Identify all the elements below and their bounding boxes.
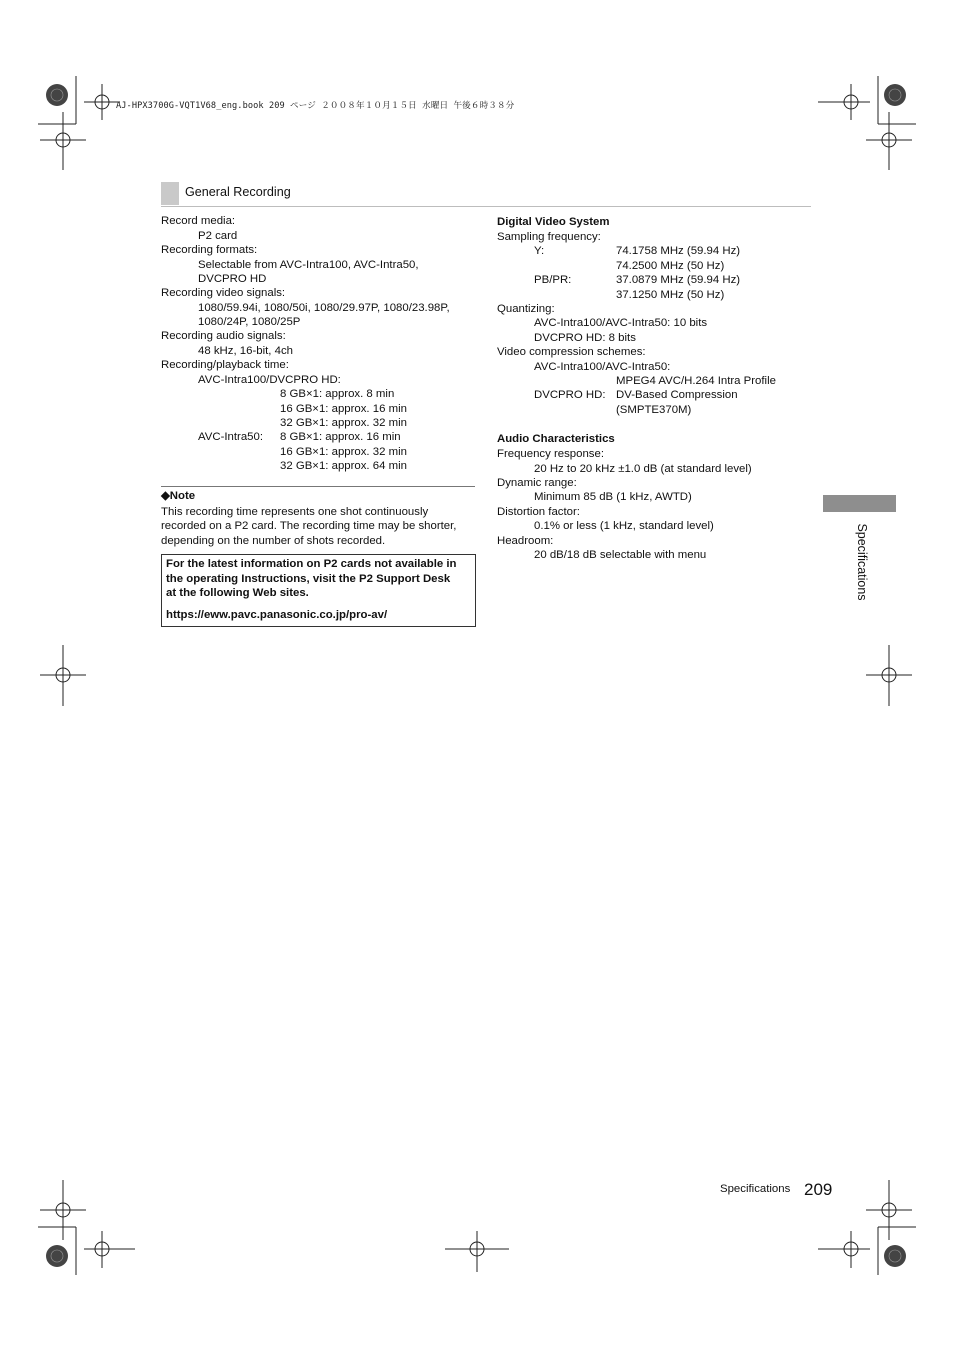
dyn-value: Minimum 85 dB (1 kHz, AWTD) bbox=[534, 491, 692, 503]
quantizing-value: DVCPRO HD: 8 bits bbox=[534, 332, 636, 344]
print-header: AJ-HPX3700G-VQT1V68_eng.book 209 ページ ２００８年１０月１５日 水曜日 午後６時３８分 bbox=[116, 101, 515, 111]
dist-label: Distortion factor: bbox=[497, 506, 580, 518]
avc100-time: 32 GB×1: approx. 32 min bbox=[280, 417, 407, 429]
y-label: Y: bbox=[534, 245, 545, 257]
comp-dvc-value: (SMPTE370M) bbox=[616, 404, 692, 416]
support-url-link[interactable]: https://eww.pavc.panasonic.co.jp/pro-av/ bbox=[166, 609, 388, 621]
pbpr-label: PB/PR: bbox=[534, 274, 572, 286]
video-signals-value: 1080/24P, 1080/25P bbox=[198, 316, 301, 328]
footer-section-label: Specifications bbox=[720, 1183, 791, 1195]
section-title: General Recording bbox=[185, 185, 291, 199]
dvs-heading: Digital Video System bbox=[497, 216, 610, 228]
avc50-time: 8 GB×1: approx. 16 min bbox=[280, 431, 401, 443]
section-divider bbox=[161, 206, 811, 207]
comp-avc-label: AVC-Intra100/AVC-Intra50: bbox=[534, 361, 671, 373]
quantizing-label: Quantizing: bbox=[497, 303, 555, 315]
recording-formats-value: DVCPRO HD bbox=[198, 273, 267, 285]
avc100-time: 16 GB×1: approx. 16 min bbox=[280, 403, 407, 415]
side-tab-label: Specifications bbox=[855, 523, 869, 601]
pbpr-value: 37.1250 MHz (50 Hz) bbox=[616, 289, 725, 301]
freq-label: Frequency response: bbox=[497, 448, 605, 460]
avc100-time: 8 GB×1: approx. 8 min bbox=[280, 388, 395, 400]
audio-signals-label: Recording audio signals: bbox=[161, 330, 286, 342]
note-divider bbox=[161, 486, 475, 487]
quantizing-value: AVC-Intra100/AVC-Intra50: 10 bits bbox=[534, 317, 708, 329]
record-media-value: P2 card bbox=[198, 230, 238, 242]
video-signals-label: Recording video signals: bbox=[161, 287, 286, 299]
video-signals-value: 1080/59.94i, 1080/50i, 1080/29.97P, 1080/23.98P, bbox=[198, 302, 450, 314]
note-text: recorded on a P2 card. The recording time may be shorter, bbox=[161, 520, 457, 532]
compression-label: Video compression schemes: bbox=[497, 346, 646, 358]
side-tab-marker bbox=[823, 495, 896, 512]
y-value: 74.2500 MHz (50 Hz) bbox=[616, 260, 725, 272]
head-value: 20 dB/18 dB selectable with menu bbox=[534, 549, 707, 561]
note-heading: ◆Note bbox=[161, 490, 196, 502]
avc50-label: AVC-Intra50: bbox=[198, 431, 263, 443]
freq-value: 20 Hz to 20 kHz ±1.0 dB (at standard level) bbox=[534, 463, 752, 475]
dyn-label: Dynamic range: bbox=[497, 477, 577, 489]
audio-signals-value: 48 kHz, 16-bit, 4ch bbox=[198, 345, 293, 357]
pbpr-value: 37.0879 MHz (59.94 Hz) bbox=[616, 274, 741, 286]
info-text: For the latest information on P2 cards not available in bbox=[166, 558, 457, 570]
info-text: at the following Web sites. bbox=[166, 587, 309, 599]
comp-avc-value: MPEG4 AVC/H.264 Intra Profile bbox=[616, 375, 776, 387]
dist-value: 0.1% or less (1 kHz, standard level) bbox=[534, 520, 714, 532]
recording-formats-label: Recording formats: bbox=[161, 244, 258, 256]
recording-formats-value: Selectable from AVC-Intra100, AVC-Intra50, bbox=[198, 259, 419, 271]
avc50-time: 32 GB×1: approx. 64 min bbox=[280, 460, 407, 472]
note-text: depending on the number of shots recorded. bbox=[161, 535, 386, 547]
comp-dvc-value: DV-Based Compression bbox=[616, 389, 738, 401]
page-number: 209 bbox=[804, 1180, 833, 1199]
section-marker bbox=[161, 182, 179, 205]
info-text: the operating Instructions, visit the P2 Support Desk bbox=[166, 573, 451, 585]
note-text: This recording time represents one shot continuously bbox=[161, 506, 429, 518]
avc50-time: 16 GB×1: approx. 32 min bbox=[280, 446, 407, 458]
sampling-label: Sampling frequency: bbox=[497, 231, 601, 243]
record-media-label: Record media: bbox=[161, 215, 236, 227]
comp-dvc-label: DVCPRO HD: bbox=[534, 389, 606, 401]
y-value: 74.1758 MHz (59.94 Hz) bbox=[616, 245, 741, 257]
avc100-label: AVC-Intra100/DVCPRO HD: bbox=[198, 374, 341, 386]
head-label: Headroom: bbox=[497, 535, 554, 547]
audio-heading: Audio Characteristics bbox=[497, 433, 615, 445]
playback-time-label: Recording/playback time: bbox=[161, 359, 289, 371]
